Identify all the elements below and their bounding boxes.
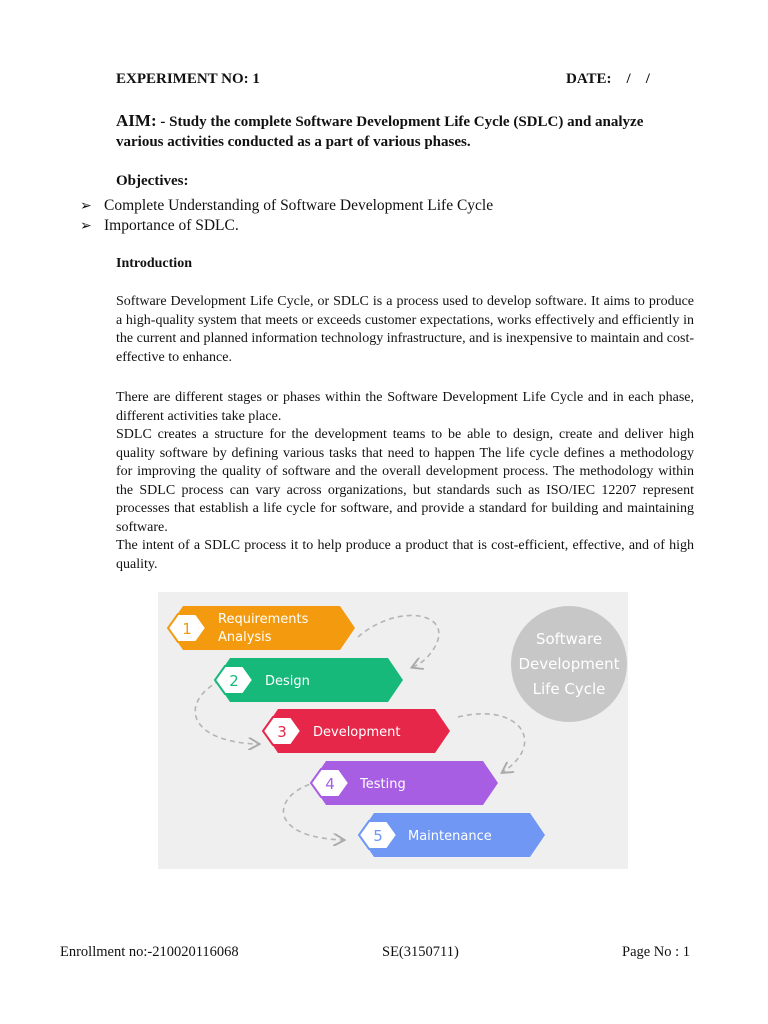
footer-enrollment: Enrollment no:-210020116068 xyxy=(60,944,239,960)
objective-text: Importance of SDLC. xyxy=(104,217,239,234)
phase-number: 5 xyxy=(373,827,383,845)
objective-item xyxy=(80,216,493,236)
phase-number: 1 xyxy=(182,620,192,638)
aim-section xyxy=(116,111,676,152)
phase-label: Analysis xyxy=(218,630,272,645)
sdlc-diagram xyxy=(158,592,628,869)
paragraph-text: There are different stages or phases within the Software Development Life Cycle and in each phase, different activities take place. xyxy=(116,390,694,424)
phase-label: Testing xyxy=(360,777,406,792)
phase-label: Requirements xyxy=(218,612,309,627)
phase-number: 2 xyxy=(229,672,239,690)
experiment-number: EXPERIMENT NO: 1 xyxy=(116,71,260,87)
objectives-heading: Objectives: xyxy=(116,173,189,189)
introduction-heading: Introduction xyxy=(116,256,192,271)
arrow-bullet-icon: ➢ xyxy=(80,198,92,214)
phase-maintenance xyxy=(359,813,545,857)
objective-item xyxy=(80,196,493,216)
phase-number: 4 xyxy=(325,775,335,793)
circle-label-line-1: Software xyxy=(535,630,603,648)
aim-label: AIM: xyxy=(116,111,157,130)
paragraph-text: The intent of a SDLC process it to help produce a product that is cost-efficient, effective, and of high quality. xyxy=(116,538,694,572)
phase-label: Maintenance xyxy=(408,829,492,844)
circle-label-line-3: Life Cycle xyxy=(532,680,606,698)
date-field: DATE: / / xyxy=(566,71,650,87)
arrow-bullet-icon: ➢ xyxy=(80,218,92,234)
objectives-list xyxy=(80,196,493,236)
phase-development xyxy=(263,709,450,753)
paragraph-text: Software Development Life Cycle, or SDLC is a process used to develop software. It aims to produce a high-quality system that meets or exceeds customer expectations, works effectively and efficiently in the current and planned information technology infrastructure, and is inexpensive to maintain and cost-effective to enhance. xyxy=(116,294,694,365)
objective-text: Complete Understanding of Software Development Life Cycle xyxy=(104,197,494,214)
circle-label-line-2: Development xyxy=(518,655,620,673)
intro-paragraph-2 xyxy=(116,389,694,574)
intro-paragraph-1 xyxy=(116,293,694,367)
paragraph-text: SDLC creates a structure for the development teams to be able to design, create and deliver high quality software by defining various tasks that need to happen The life cycle defines a methodology for improving the quality of software and the overall development process. The methodology within the SDLC process can vary across organizations, but standards such as ISO/IEC 12207 represent processes that establish a life cycle for software, and provide a standard for building and maintaining software. xyxy=(116,427,694,535)
sdlc-diagram-svg xyxy=(158,592,628,869)
footer-page-number: Page No : 1 xyxy=(622,944,691,960)
phase-label: Design xyxy=(265,674,310,689)
phase-requirements-analysis xyxy=(168,606,355,650)
phase-number: 3 xyxy=(277,723,287,741)
phase-testing xyxy=(311,761,498,805)
phase-label: Development xyxy=(313,725,401,740)
aim-text: - Study the complete Software Development Life Cycle (SDLC) and analyze various activities conducted as a part of various phases. xyxy=(116,114,644,150)
footer-subject: SE(3150711) xyxy=(382,944,459,960)
phase-design xyxy=(215,658,403,702)
